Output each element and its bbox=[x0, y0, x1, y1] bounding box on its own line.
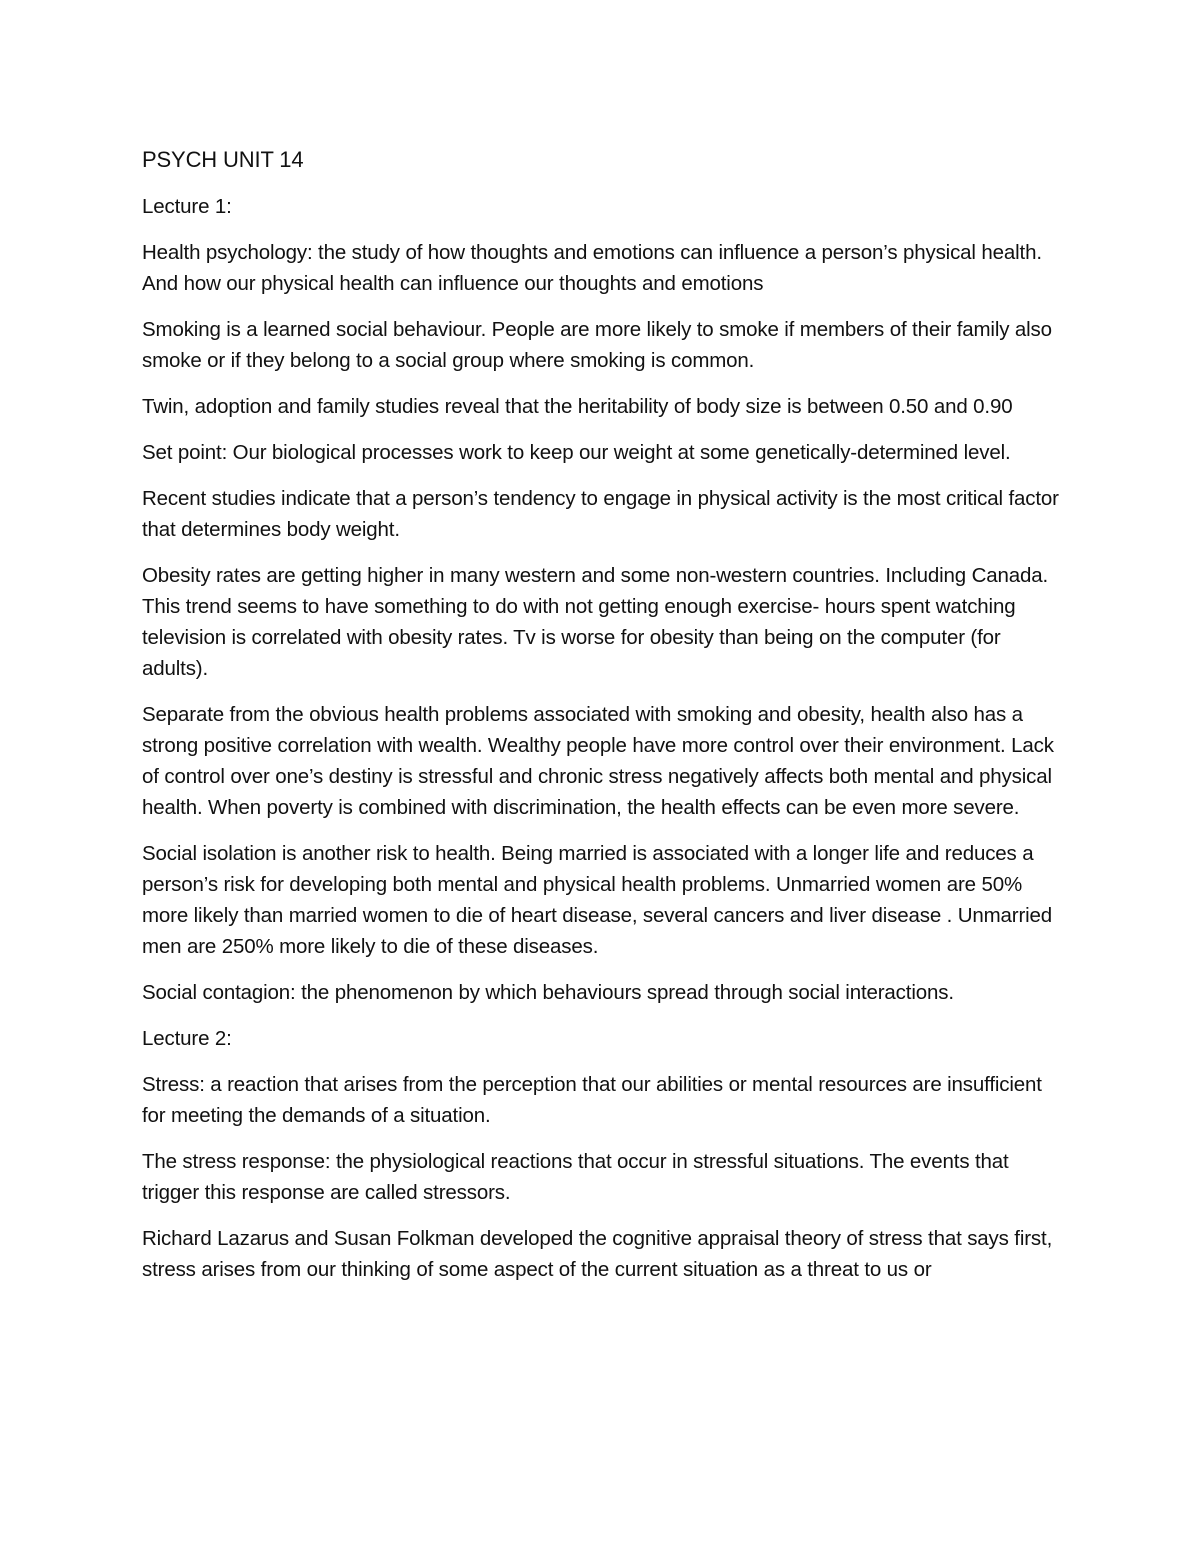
document-title: PSYCH UNIT 14 bbox=[142, 147, 304, 172]
paragraph-physical-activity: Recent studies indicate that a person’s tendency to engage in physical activity is the most critical factor that determines body weight. bbox=[142, 487, 1059, 541]
paragraph-obesity-rates: Obesity rates are getting higher in many western and some non-western countries. Including Canada. This trend seems to have something to do with not getting enough exercise- hours spent watching television is correlated with obesity rates. Tv is worse for obesity than being on the computer (for adults). bbox=[142, 564, 1049, 680]
paragraph-health-psychology: Health psychology: the study of how thoughts and emotions can influence a person’s physical health. And how our physical health can influence our thoughts and emotions bbox=[142, 241, 1042, 295]
paragraph-stress: Stress: a reaction that arises from the perception that our abilities or mental resources are insufficient for meeting the demands of a situation. bbox=[142, 1073, 1042, 1127]
document-body bbox=[142, 144, 1070, 1300]
paragraph-wealth-health: Separate from the obvious health problems associated with smoking and obesity, health also has a strong positive correlation with wealth. Wealthy people have more control over their environment. Lack of control over one’s destiny is stressful and chronic stress negatively affects both mental and physical health. When poverty is combined with discrimination, the health effects can be even more severe. bbox=[142, 703, 1054, 819]
paragraph-smoking: Smoking is a learned social behaviour. People are more likely to smoke if members of their family also smoke or if they belong to a social group where smoking is common. bbox=[142, 318, 1052, 372]
paragraph-heritability: Twin, adoption and family studies reveal that the heritability of body size is between 0.50 and 0.90 bbox=[142, 395, 1013, 418]
paragraph-social-contagion: Social contagion: the phenomenon by which behaviours spread through social interactions. bbox=[142, 981, 954, 1004]
paragraph-set-point: Set point: Our biological processes work to keep our weight at some genetically-determined level. bbox=[142, 441, 1011, 464]
paragraph-cognitive-appraisal: Richard Lazarus and Susan Folkman developed the cognitive appraisal theory of stress that says first, stress arises from our thinking of some aspect of the current situation as a threat to us or bbox=[142, 1227, 1053, 1281]
paragraph-stress-response: The stress response: the physiological reactions that occur in stressful situations. The events that trigger this response are called stressors. bbox=[142, 1150, 1009, 1204]
paragraph-social-isolation: Social isolation is another risk to health. Being married is associated with a longer life and reduces a person’s risk for developing both mental and physical health problems. Unmarried women are 50% more likely than married women to die of heart disease, several cancers and liver disease . Unmarried men are 250% more likely to die of these diseases. bbox=[142, 842, 1053, 958]
section-heading-lecture-2: Lecture 2: bbox=[142, 1027, 232, 1050]
section-heading-lecture-1: Lecture 1: bbox=[142, 195, 232, 218]
